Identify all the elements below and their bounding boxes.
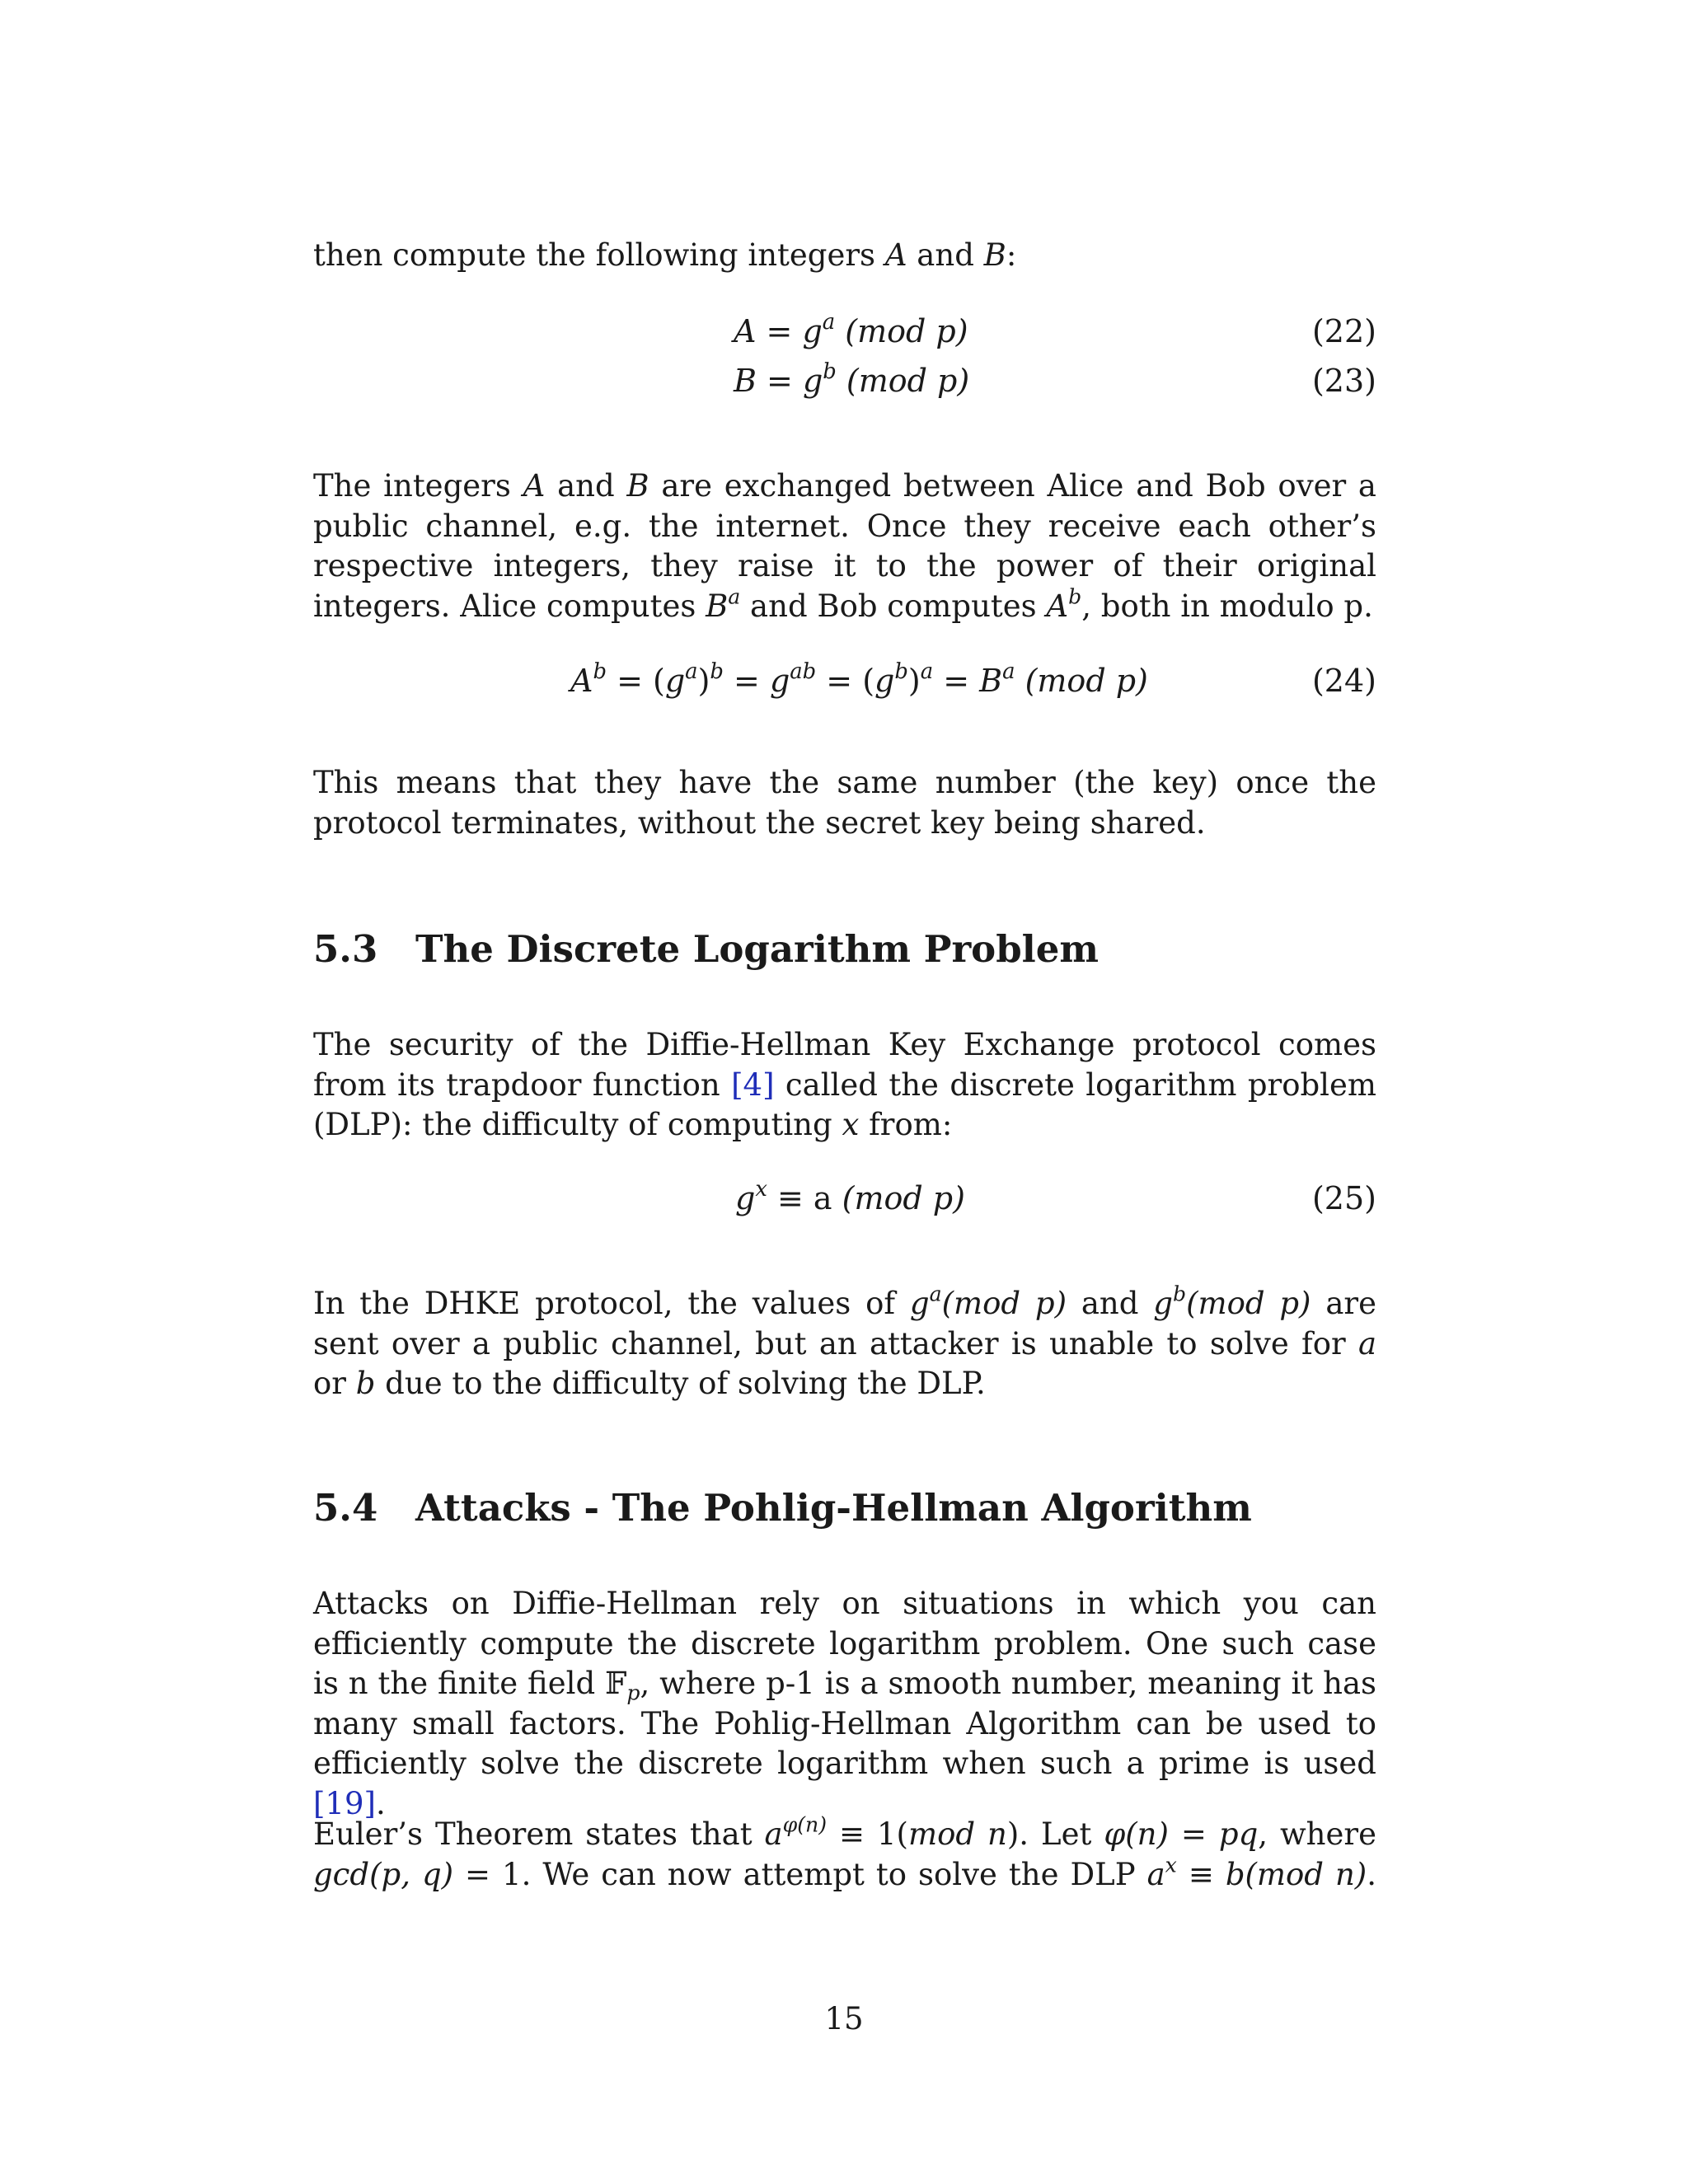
security-paragraph: The security of the Diffie-Hellman Key Exchange protocol comes from its trapdoor function [4] called the discrete logarithm problem (DLP): the difficulty of computing x from: — [313, 1027, 1376, 1143]
citation-link[interactable]: [19] — [313, 1785, 376, 1821]
exchange-paragraph: The integers A and B are exchanged between Alice and Bob over a public channel, e.g. the internet. Once they receive each other’s respective integers, they raise it to the power of their original integers. Alice computes $B^a$ and Bob computes $A^b$, both in modulo p. — [313, 468, 1376, 624]
equation-number: (23) — [1311, 363, 1376, 399]
equation-25 — [313, 1175, 1376, 1221]
intro-paragraph: then compute the following integers A and B: — [313, 237, 1017, 273]
equation-22 — [313, 308, 1376, 354]
equation-number: (22) — [1311, 313, 1376, 349]
page-number: 15 — [824, 2001, 864, 2036]
equation-22-body: $A = g^a$ (mod p) — [734, 309, 968, 349]
attacks-paragraph: Attacks on Diffie-Hellman rely on situations in which you can efficiently compute the discrete logarithm problem. One such case is n the finite field 𝔽$_p$, where p-1 is a smooth number, meaning it has many small factors. The Pohlig-Hellman Algorithm can be used to efficiently solve the discrete logarithm when such a prime is used [19]. — [313, 1586, 1376, 1821]
equation-24-body: $A^b = (g^a)^b = g^{ab} = (g^b)^a = B^a$ (mod p) — [570, 658, 1148, 699]
dhke-paragraph: In the DHKE protocol, the values of $g^a(mod$ p) and $g^b(mod$ p) are sent over a public channel, but an attacker is unable to solve for a or b due to the difficulty of solving the DLP. — [313, 1282, 1376, 1402]
euler-paragraph: Euler’s Theorem states that $a^{\varphi(n)} \equiv 1(mod$ n). Let φ(n) = pq, where gcd(p, q) = 1. We can now attempt to solve the DLP $a^x \equiv b(mod$ n). — [313, 1812, 1376, 1892]
equation-24 — [313, 658, 1376, 704]
citation-link[interactable]: [4] — [731, 1066, 775, 1103]
equation-number: (24) — [1311, 663, 1376, 699]
equation-number: (25) — [1311, 1180, 1376, 1216]
equation-25-body: $g^x \equiv a$ (mod p) — [735, 1176, 965, 1216]
section-heading-5-4: 5.4 Attacks - The Pohlig-Hellman Algorithm — [313, 1486, 1252, 1530]
same-key-paragraph: This means that they have the same number (the key) once the protocol terminates, without the secret key being shared. — [313, 765, 1376, 841]
section-heading-5-3: 5.3 The Discrete Logarithm Problem — [313, 927, 1100, 971]
equation-23 — [313, 358, 1376, 404]
equation-23-body: $B = g^b$ (mod p) — [734, 359, 970, 399]
